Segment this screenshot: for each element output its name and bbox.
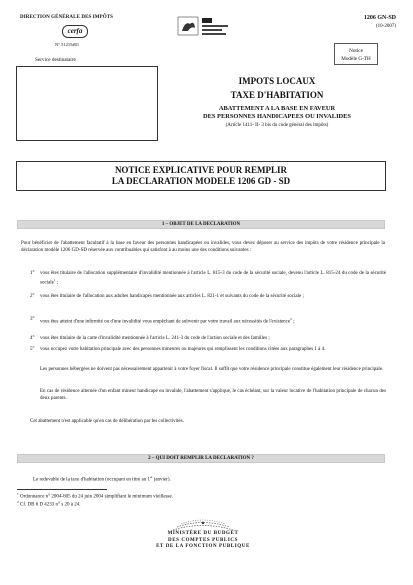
footnote-number: 2 xyxy=(17,500,19,504)
footnote-text: Cf. DB 6 D 4233 n° s 20 à 24. xyxy=(18,502,81,508)
condition-item-5 xyxy=(30,346,386,353)
cerfa-logo: cerfa xyxy=(62,25,88,38)
footnote-1 xyxy=(17,492,173,500)
condition-number: 3° xyxy=(30,317,35,322)
notice-label: Notice xyxy=(349,48,363,54)
notice-title-box xyxy=(16,161,386,191)
condition-number: 4° xyxy=(30,336,35,341)
section-2-text-tail: janvier). xyxy=(152,477,171,483)
footnote-2 xyxy=(17,500,80,508)
form-number: 1206 GN-SD xyxy=(363,15,396,21)
ministry-name xyxy=(143,531,263,551)
direction-label: DIRECTION GÉNÉRALE DES IMPÔTS xyxy=(20,15,114,20)
title-article-ref: (Article 1411- II- 3 bis du code général des impôts) xyxy=(225,123,329,128)
condition-item-3 xyxy=(30,316,386,326)
condition-text: vous occupez votre habitation principale avec des personnes mineures ou majeures qui remplissent les conditions citées aux paragraphes 1 à 4. xyxy=(40,347,326,352)
hosted-persons-paragraph: Les personnes hébergées ne doivent pas nécessairement appartenir à votre foyer fiscal. Il suffit que votre résidence principale constitue également leur résidence principale. xyxy=(40,367,384,372)
condition-tail: ; xyxy=(291,319,295,325)
condition-number: 1° xyxy=(30,271,35,276)
footnote-divider xyxy=(17,489,107,490)
address-box xyxy=(16,66,158,141)
service-label: Service destinataire xyxy=(35,57,76,63)
footnote-number: 1 xyxy=(17,492,19,496)
title-abattement-line1: ABATTEMENT A LA BASE EN FAVEUR xyxy=(218,105,336,112)
cerfa-number: N° 51215#01 xyxy=(55,42,80,47)
footnote-text: Ordonnance n° 2004-605 du 24 juin 2004 simplifiant le minimum vieillesse. xyxy=(18,494,173,500)
section-1-intro: Pour bénéficier de l'abattement facultatif à la base en faveur des personnes handicapées ou invalides, vous devez déposer au service des impôts de votre résidence principale la déclaration modèle 1206 GD-SD réservée aux contribuables qui satisfont à au moins une des conditions suivantes : xyxy=(21,241,385,253)
condition-item-4 xyxy=(30,335,386,342)
condition-tail: ; xyxy=(55,280,59,286)
section-2-text xyxy=(33,474,373,484)
condition-text: vous êtes titulaire de la carte d'invalidité mentionnée à l'article L. 241-3 du code de l'action sociale et des familles ; xyxy=(40,336,270,341)
title-abattement xyxy=(158,105,396,121)
section-2-heading: 2 – QUI DOIT REMPLIR LA DECLARATION ? xyxy=(17,454,385,463)
form-date: (10-2007) xyxy=(376,24,396,29)
condition-text: vous êtes titulaire de l'allocation supplémentaire d'invalidité mentionnée à l'article L. 815-3 du code de la sécurité sociale, devenu l'article L. 815-24 du code de la sécurité sociale xyxy=(40,271,386,286)
ministry-line2: DES COMPTES PUBLICS xyxy=(167,537,239,543)
alternate-residence-paragraph: En cas de résidence alternée d'un enfant mineur handicapé ou invalide, l'abattement s'applique, le cas échéant, sur la valeur locative de l'habitation principale de chacun des deux parents. xyxy=(40,389,386,401)
deliberation-note: Cet abattement n'est applicable qu'en cas de délibération par les collectivités. xyxy=(30,419,184,424)
condition-text: vous êtes titulaire de l'allocation aux adultes handicapés mentionnée aux articles L. 821-1 et suivants du code de la sécurité sociale ; xyxy=(40,294,304,299)
condition-item-1 xyxy=(30,270,386,287)
ministry-line3: ET DE LA FONCTION PUBLIQUE xyxy=(156,544,250,549)
section-2-text-main: Le redevable de la taxe d'habitation (occupant en titre au 1 xyxy=(33,477,150,483)
model-label: Modèle G-TH xyxy=(341,56,371,62)
condition-number: 5° xyxy=(30,347,35,352)
footnote-ref: 1 xyxy=(53,278,56,282)
condition-text: vous êtes atteint d'une infirmité ou d'une invalidité vous empêchant de subvenir par votre travail aux nécessités de l'existence xyxy=(40,319,291,325)
republique-logo xyxy=(176,16,232,38)
title-impots-locaux: IMPOTS LOCAUX xyxy=(238,76,316,86)
notice-title-line1: NOTICE EXPLICATIVE POUR REMPLIR xyxy=(114,165,288,175)
ordinal-sup: er xyxy=(149,475,153,479)
notice-title-line2: LA DECLARATION MODELE 1206 GD - SD xyxy=(111,176,291,186)
ministry-line1: MINISTÈRE DU BUDGET xyxy=(167,531,239,536)
section-1-heading: 1 – OBJET DE LA DECLARATION xyxy=(17,220,385,229)
footnote-ref: 2 xyxy=(290,317,292,321)
notice-model-box xyxy=(334,43,378,65)
condition-item-2 xyxy=(30,293,386,300)
title-taxe-habitation: TAXE D'HABITATION xyxy=(230,90,324,100)
title-abattement-line2: DES PERSONNES HANDICAPEES OU INVALIDES xyxy=(203,113,351,120)
condition-number: 2° xyxy=(30,294,35,299)
